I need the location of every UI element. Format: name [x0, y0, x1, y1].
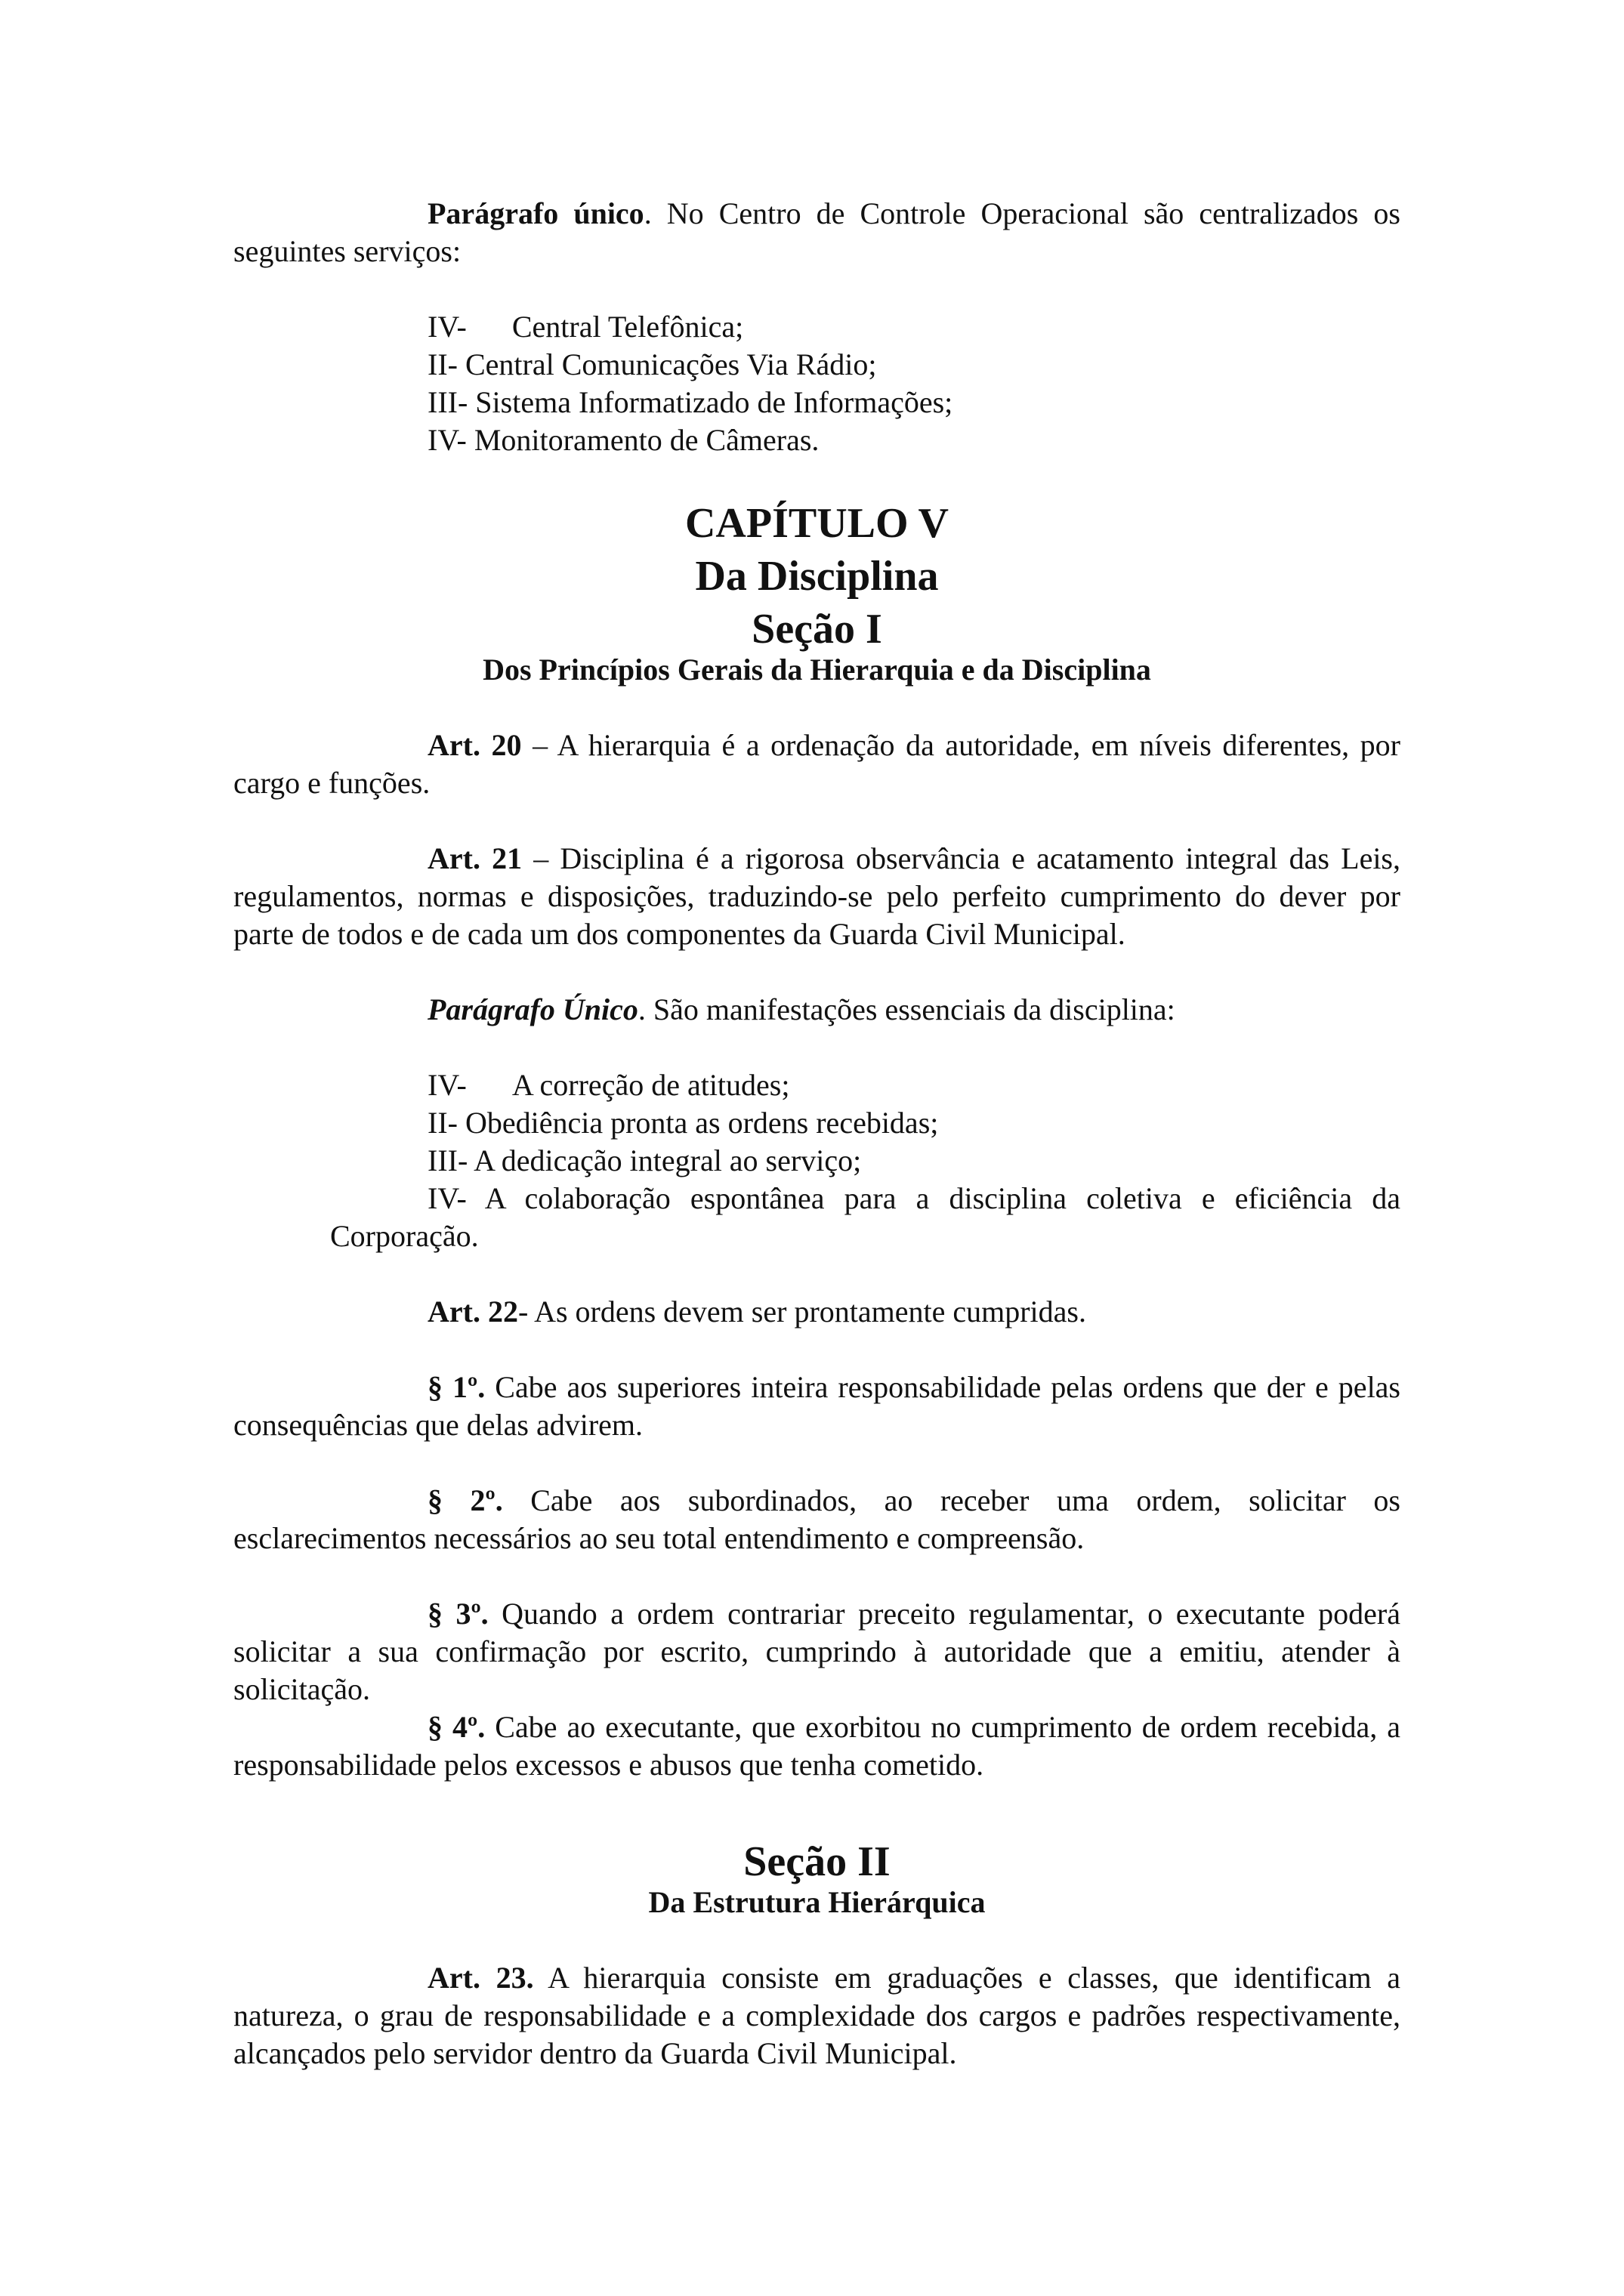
paragrafo-unico-1-label: Parágrafo único [428, 196, 644, 230]
section-2-subtitle: Da Estrutura Hierárquica [648, 1885, 986, 1919]
section-2-title: Seção II [743, 1838, 891, 1885]
art-21 [233, 840, 1400, 953]
paragraph-4-label: § 4º. [428, 1710, 486, 1744]
list-item: III- Sistema Informatizado de Informações; [428, 385, 953, 419]
list-item: IV- Monitoramento de Câmeras. [428, 423, 820, 457]
section-1-title: Seção I [752, 606, 882, 653]
paragraph-2-label: § 2º. [428, 1483, 503, 1517]
list-item-text: Central Telefônica; [511, 310, 744, 344]
paragraph-1-label: § 1º. [428, 1370, 486, 1404]
list-item: III- A dedicação integral ao serviço; [428, 1143, 862, 1177]
section-1-subtitle: Dos Princípios Gerais da Hierarquia e da Disciplina [483, 653, 1151, 687]
paragrafo-unico-1 [233, 195, 1400, 270]
paragraph-3 [233, 1595, 1400, 1708]
art-20-text: – A hierarquia é a ordenação da autoridade, em níveis diferentes, por cargo e funções. [233, 728, 1400, 800]
art-20 [233, 727, 1400, 802]
list-item-number: IV- [428, 310, 467, 344]
list-item [428, 308, 952, 346]
list-item-text: A correção de atitudes; [511, 1068, 790, 1102]
list-item: IV- A colaboração espontânea para a disciplina coletiva e eficiência da Corporação. [330, 1181, 1400, 1253]
art-23-text: A hierarquia consiste em graduações e classes, que identificam a natureza, o grau de responsabilidade e a complexidade dos cargos e padrões respectivamente, alcançados pelo servidor dentro da Guarda Civil Municipal. [233, 1961, 1400, 2070]
paragrafo-unico-1-text: . No Centro de Controle Operacional são centralizados os seguintes serviços: [233, 196, 1400, 268]
services-list [428, 308, 952, 459]
list-item: II- Obediência pronta as ordens recebidas; [428, 1106, 939, 1140]
paragrafo-unico-2-label: Parágrafo Único [428, 992, 638, 1026]
art-20-label: Art. 20 [428, 728, 522, 762]
discipline-list [428, 1066, 938, 1180]
list-item-number: IV- [428, 1068, 467, 1102]
art-22-label: Art. 22 [428, 1295, 518, 1329]
paragrafo-unico-2 [233, 991, 1400, 1029]
paragrafo-unico-2-text: . São manifestações essenciais da disciplina: [638, 992, 1175, 1026]
paragraph-3-label: § 3º. [428, 1597, 489, 1631]
art-21-label: Art. 21 [428, 841, 523, 875]
art-22-text: - As ordens devem ser prontamente cumpridas. [517, 1295, 1086, 1329]
list-item [428, 1066, 938, 1104]
paragraph-2 [233, 1482, 1400, 1557]
paragraph-2-text: Cabe aos subordinados, ao receber uma ordem, solicitar os esclarecimentos necessários ao seu total entendimento e compreensão. [233, 1483, 1400, 1555]
art-23 [233, 1959, 1400, 2072]
paragraph-3-text: Quando a ordem contrariar preceito regulamentar, o executante poderá solicitar a sua confirmação por escrito, cumprindo à autoridade que a emitiu, atender à solicitação. [233, 1597, 1401, 1706]
paragraph-1-text: Cabe aos superiores inteira responsabilidade pelas ordens que der e pelas consequências que delas advirem. [233, 1370, 1400, 1442]
chapter-subtitle: Da Disciplina [695, 553, 939, 600]
paragraph-4-text: Cabe ao executante, que exorbitou no cumprimento de ordem recebida, a responsabilidade pelos excessos e abusos que tenha cometido. [233, 1710, 1400, 1782]
art-23-label: Art. 23. [428, 1961, 534, 1995]
paragraph-4 [233, 1708, 1400, 1784]
paragraph-1 [233, 1369, 1400, 1444]
chapter-title: CAPÍTULO V [684, 500, 949, 547]
art-21-text: – Disciplina é a rigorosa observância e acatamento integral das Leis, regulamentos, normas e disposições, traduzindo-se pelo perfeito cumprimento do dever por parte de todos e de cada um dos componentes da Guarda Civil Municipal. [233, 841, 1401, 951]
art-22 [233, 1293, 1400, 1331]
list-item: II- Central Comunicações Via Rádio; [428, 347, 877, 381]
